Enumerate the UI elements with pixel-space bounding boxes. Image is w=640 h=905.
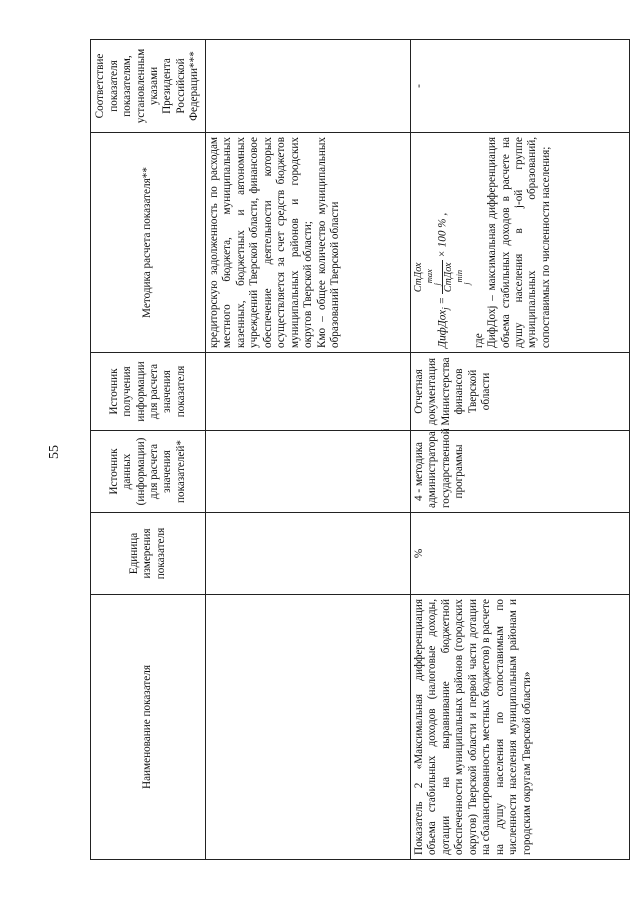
row1-compliance	[206, 40, 411, 133]
header-unit: Единица измерения показателя	[91, 513, 206, 595]
formula-where: где	[472, 333, 485, 348]
header-source: Источник данных (информации) для расчета значения показателей*	[91, 431, 206, 513]
row1-source	[206, 431, 411, 513]
table-row	[206, 40, 411, 860]
row2-name: Показатель 2 «Максимальная дифференциация объема стабильных доходов (налоговые доходы, дотации на выравнивание бюджетной обеспеченности муниципальных районов (городских округов) Тверской области и первой части дотации на сбалансированность местных бюджетов) в расчете на душу населения по сопоставимым по численности населения муниципальным районам и городским округам Тверской области»	[411, 595, 630, 860]
formula-lhs: ДифДох	[436, 309, 449, 348]
row1-unit	[206, 513, 411, 595]
row2-source: 4 - методика администратора государственной программы	[411, 431, 630, 513]
header-name: Наименование показателя	[91, 595, 206, 860]
row1-name	[206, 595, 411, 860]
header-method: Методика расчета показателя**	[91, 133, 206, 353]
formula-denominator-sup: min	[455, 269, 465, 283]
formula-lhs-sub: j	[441, 307, 452, 310]
table-row	[411, 40, 630, 860]
row2-method-text: ДифДохj – максимальная дифференциация объема стабильных доходов в расчете на душу населения в j-ой группе муниципальных образований, сопоставимых по численности населения;	[486, 137, 552, 348]
row2-unit: %	[411, 513, 630, 595]
formula: ДифДох$_j$ = СтДох $_j^{max}$ СтДох $_j^{min}$ × 100 % ,	[413, 212, 472, 348]
header-compliance: Соответствие показателя показателям, установленным указами Президента Российской Федерации***	[91, 40, 206, 133]
formula-denominator: СтДох	[443, 262, 455, 293]
header-row	[91, 40, 206, 860]
header-info: Источник получения информации для расчета значения показателя	[91, 353, 206, 431]
indicator-table	[90, 39, 630, 860]
row1-method-text: кредиторскую задолженность по расходам местного бюджета, муниципальных казенных, бюджетных и автономных учреждений Тверской области, финансовое обеспечение деятельности которых осуществляется за счет средств бюджетов муниципальных районов и городских округов Тверской области;	[208, 137, 315, 348]
page-number: 55	[47, 445, 62, 459]
rotated-page	[90, 40, 630, 860]
row1-method-kmo: Кмо – общее количество муниципальных образований Тверской области	[315, 137, 341, 348]
row1-method	[206, 133, 411, 353]
formula-tail: × 100 % ,	[436, 212, 449, 258]
formula-fraction: СтДох $_j^{max}$ СтДох $_j^{min}$	[413, 262, 472, 293]
formula-numerator: СтДох	[413, 262, 424, 293]
row2-info: Отчетная документация Министерства финансов Тверской области	[411, 353, 630, 431]
row2-method	[411, 133, 630, 353]
row1-info	[206, 353, 411, 431]
formula-numerator-sup: max	[425, 269, 434, 284]
row2-compliance: -	[411, 40, 630, 133]
